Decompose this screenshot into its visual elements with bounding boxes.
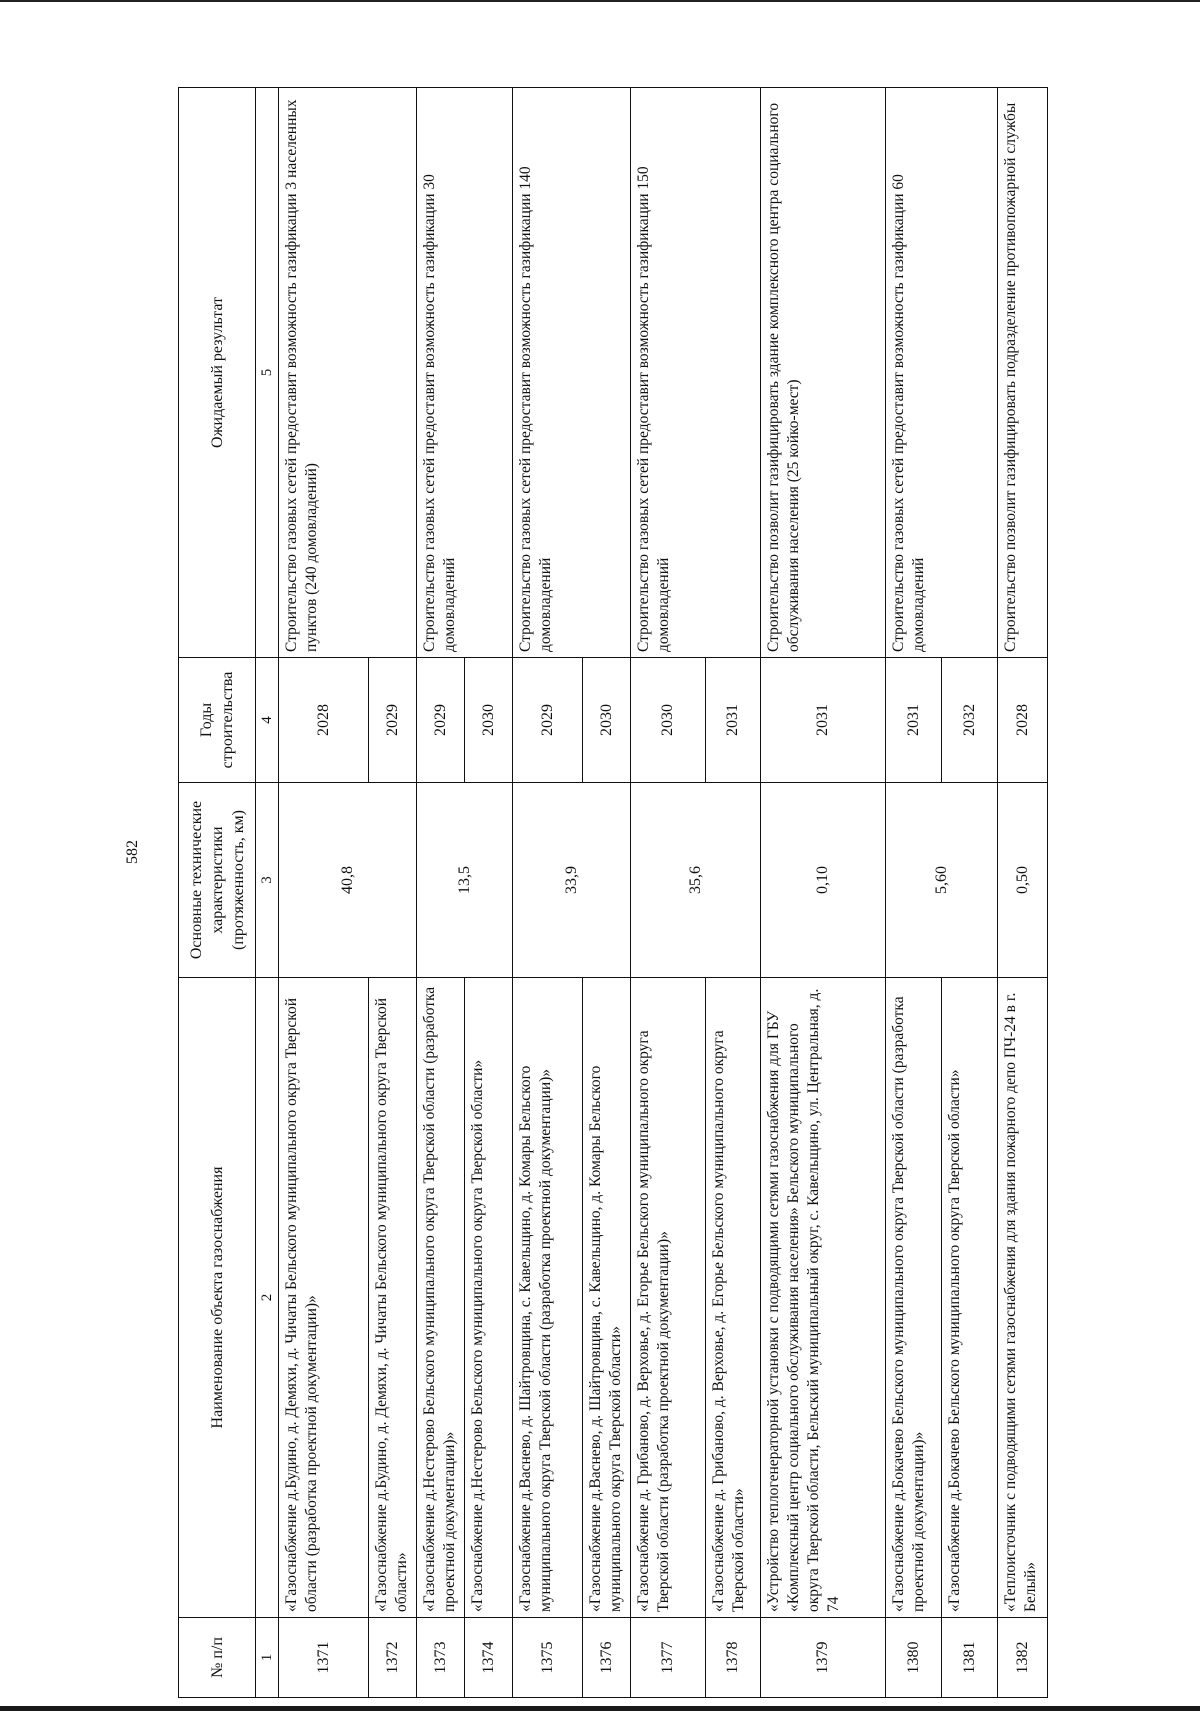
object-name: «Газоснабжение д.Нестерово Бельского муниципального округа Тверской области (разработка проектной документации)» (417, 978, 465, 1618)
object-name: «Газоснабжение д.Васнево, д. Шайтровщина, с. Кавельщино, д. Комары Бельского муниципального округа Тверской области (разработка проектной документации)» (513, 978, 583, 1618)
expected-result: Строительство газовых сетей предоставит возможность газификации 3 населенных пунктов (240 домовладений) (279, 88, 417, 658)
construction-year: 2028 (279, 658, 369, 783)
construction-year: 2029 (513, 658, 583, 783)
expected-result: Строительство газовых сетей предоставит возможность газификации 30 домовладений (417, 88, 513, 658)
table-row (998, 88, 1048, 1698)
header-years: Годы строительства (179, 658, 256, 783)
column-index: 4 (256, 658, 279, 783)
expected-result: Строительство позволит газифицировать здание комплексного центра социального обслуживания населения (25 койко-мест) (761, 88, 886, 658)
construction-year: 2031 (761, 658, 886, 783)
row-number: 1371 (279, 1618, 369, 1698)
object-name: «Газоснабжение д.Бокачево Бельского муниципального округа Тверской области» (942, 978, 998, 1618)
construction-year: 2029 (369, 658, 417, 783)
construction-year: 2031 (706, 658, 761, 783)
rotated-page (178, 88, 1100, 1698)
page-number: 582 (124, 840, 141, 864)
row-number: 1374 (465, 1618, 513, 1698)
column-index: 3 (256, 783, 279, 978)
table-row (513, 88, 583, 1698)
row-number: 1380 (886, 1618, 942, 1698)
construction-year: 2029 (417, 658, 465, 783)
row-number: 1381 (942, 1618, 998, 1698)
construction-year: 2031 (886, 658, 942, 783)
column-index: 5 (256, 88, 279, 658)
length-km: 40,8 (279, 783, 417, 978)
expected-result: Строительство позволит газифицировать подразделение противопожарной службы (998, 88, 1048, 658)
column-index: 2 (256, 978, 279, 1618)
row-number: 1375 (513, 1618, 583, 1698)
construction-year: 2032 (942, 658, 998, 783)
row-number: 1378 (706, 1618, 761, 1698)
row-number: 1372 (369, 1618, 417, 1698)
length-km: 5,60 (886, 783, 998, 978)
object-name: «Газоснабжение д.Бокачево Бельского муниципального округа Тверской области (разработка проектной документации)» (886, 978, 942, 1618)
object-name: «Газоснабжение д.Васнево, д. Шайтровщина, с. Кавельщино, д. Комары Бельского муниципального округа Тверской области» (583, 978, 631, 1618)
table-row (761, 88, 886, 1698)
object-name: «Газоснабжение д. Грибаново, д. Верховье, д. Егорье Бельского муниципального округа Тверской области» (706, 978, 761, 1618)
gas-supply-table (178, 87, 1048, 1698)
length-km: 33,9 (513, 783, 631, 978)
construction-year: 2030 (631, 658, 706, 783)
row-number: 1377 (631, 1618, 706, 1698)
expected-result: Строительство газовых сетей предоставит возможность газификации 140 домовладений (513, 88, 631, 658)
header-name: Наименование объекта газоснабжения (179, 978, 256, 1618)
header-row (179, 88, 256, 1698)
table-row (417, 88, 465, 1698)
row-number: 1376 (583, 1618, 631, 1698)
length-km: 0,50 (998, 783, 1048, 978)
length-km: 35,6 (631, 783, 761, 978)
header-result: Ожидаемый результат (179, 88, 256, 658)
construction-year: 2030 (465, 658, 513, 783)
length-km: 0,10 (761, 783, 886, 978)
object-name: «Теплоисточник с подводящими сетями газоснабжения для здания пожарного депо ПЧ-24 в г. Белый» (998, 978, 1048, 1618)
object-name: «Газоснабжение д.Будино, д. Демяхи, д. Чичаты Бельского муниципального округа Тверской области» (369, 978, 417, 1618)
expected-result: Строительство газовых сетей предоставит возможность газификации 60 домовладений (886, 88, 998, 658)
row-number: 1382 (998, 1618, 1048, 1698)
header-num: № п/п (179, 1618, 256, 1698)
object-name: «Газоснабжение д.Будино, д. Демяхи, д. Чичаты Бельского муниципального округа Тверской области (разработка проектной документации)» (279, 978, 369, 1618)
length-km: 13,5 (417, 783, 513, 978)
object-name: «Газоснабжение д.Нестерово Бельского муниципального округа Тверской области» (465, 978, 513, 1618)
table-row (631, 88, 706, 1698)
scan-edge-top (0, 0, 1200, 2)
header-specs: Основные технические характеристики (протяженность, км) (179, 783, 256, 978)
row-number: 1379 (761, 1618, 886, 1698)
table-row (279, 88, 369, 1698)
object-name: «Устройство теплогенераторной установки с подводящими сетями газоснабжения для ГБУ «Комплексный центр социального обслуживания населения» Бельского муниципального округа Тверской области, Бельский муниципальный округ, с. Кавельщино, ул. Центральная, д. 74 (761, 978, 886, 1618)
row-number: 1373 (417, 1618, 465, 1698)
object-name: «Газоснабжение д. Грибаново, д. Верховье, д. Егорье Бельского муниципального округа Тверской области (разработка проектной документации)» (631, 978, 706, 1618)
construction-year: 2028 (998, 658, 1048, 783)
table-row (886, 88, 942, 1698)
column-index: 1 (256, 1618, 279, 1698)
expected-result: Строительство газовых сетей предоставит возможность газификации 150 домовладений (631, 88, 761, 658)
construction-year: 2030 (583, 658, 631, 783)
column-index-row (256, 88, 279, 1698)
scan-edge-bottom (0, 1706, 1200, 1711)
